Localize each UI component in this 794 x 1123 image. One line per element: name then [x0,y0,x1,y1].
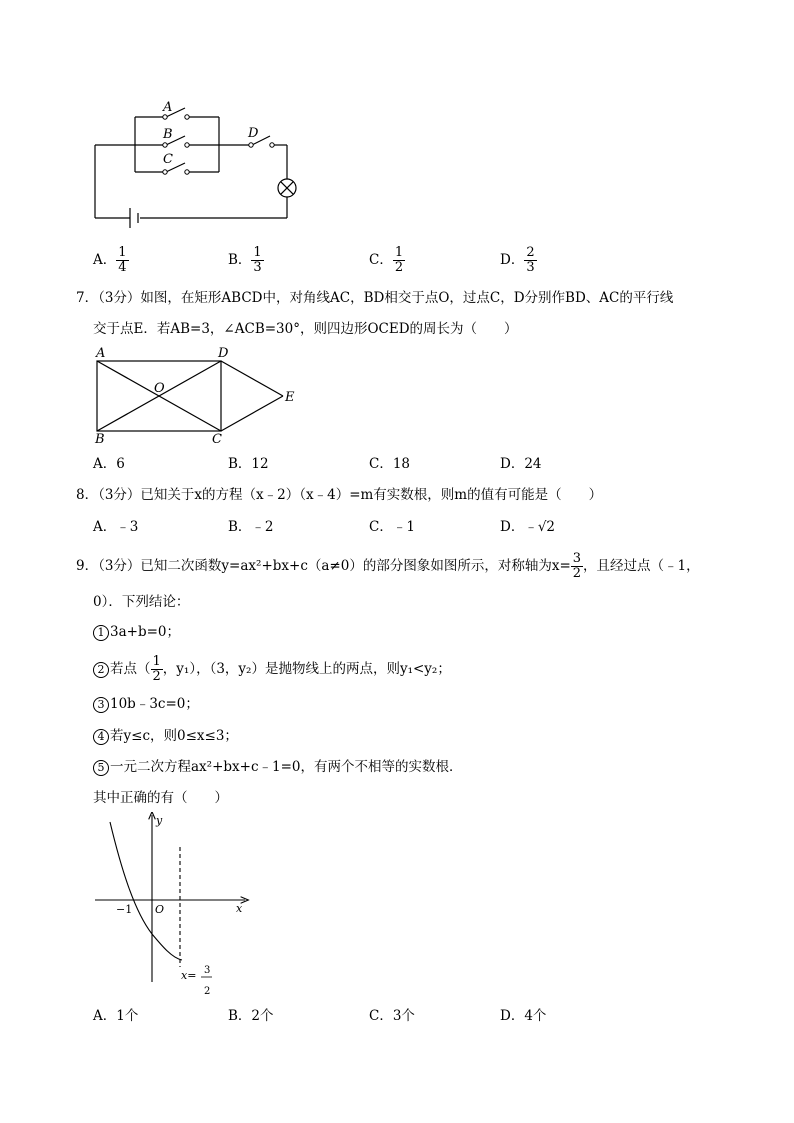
label-b: B [95,432,105,447]
rectangle-figure [88,343,303,448]
circuit-diagram [85,95,310,235]
q9-conclusion-3: 3 10b﹣3c=0； [93,695,199,713]
switch-label-a: A [163,100,173,115]
q7-option-a: A．6 [93,456,125,472]
switch-label-c: C [163,152,173,167]
q6-option-a: A． $\frac{1}{4}$ [93,245,127,275]
q9-question: 其中正确的有（ ） [93,790,228,806]
switch-label-b: B [163,127,173,142]
label-c: C [212,432,222,447]
label-a: A [96,346,106,361]
q8-option-c: C．﹣1 [369,519,415,535]
q7-line2: 交于点E．若AB=3，∠ACB=30°，则四边形OCED的周长为（ ） [93,321,518,337]
q9-option-c: C．3个 [369,1008,415,1024]
q6-option-c: C． $\frac{1}{2}$ [369,245,404,275]
q9-conclusion-2: 2 若点（ $\frac{1}{2}$ ，y₁），（3，y₂）是抛物线上的两点，则y₁<y₂； [93,655,451,684]
q8-option-a: A．﹣3 [93,519,139,535]
q9-conclusion-4: 4 若y≤c，则0≤x≤3； [93,727,238,745]
q6-option-b: B． $\frac{1}{3}$ [228,245,262,275]
q9-option-d: D．4个 [500,1008,547,1024]
y-axis-label: y [156,814,163,827]
q7-option-c: C．18 [369,456,411,472]
label-o: O [154,381,165,396]
q9-line2: 0）．下列结论： [93,594,190,610]
q7-line1: 7．（3分）如图，在矩形ABCD中，对角线AC，BD相交于点O，过点C，D分别作BD、AC的平行线 [76,290,674,306]
q8-stem: 8．（3分）已知关于x的方程（x﹣2）（x﹣4）=m有实数根，则m的值有可能是（ ） [76,487,603,503]
q9-conclusion-1: 1 3a+b=0； [93,623,180,641]
q9-conclusion-5: 5 一元二次方程ax²+bx+c﹣1=0，有两个不相等的实数根． [93,758,463,776]
q9-line1: 9．（3分）已知二次函数y=ax²+bx+c（a≠0）的部分图象如图所示，对称轴为x= $\frac{3}{2}$ ，且经过点（﹣1， [76,551,700,581]
origin-label: O [155,903,165,916]
q8-option-d: D．﹣√2 [500,519,556,535]
q8-option-b: B．﹣2 [228,519,274,535]
switch-label-d: D [248,126,259,141]
q7-option-b: B．12 [228,456,269,472]
neg-one-label: −1 [116,903,133,916]
parabola-graph [90,812,255,1002]
label-d: D [218,346,229,361]
symmetry-den: 2 [204,986,211,997]
q9-option-a: A．1个 [93,1008,139,1024]
label-e: E [285,390,295,405]
sqrt-value: ﹣√2 [524,519,556,535]
q6-option-d: D． $\frac{2}{3}$ [500,245,535,275]
symmetry-prefix: x= [181,969,197,982]
symmetry-num: 3 [204,965,211,976]
q7-option-d: D．24 [500,456,542,472]
x-axis-label: x [236,902,243,915]
q9-option-b: B．2个 [228,1008,274,1024]
